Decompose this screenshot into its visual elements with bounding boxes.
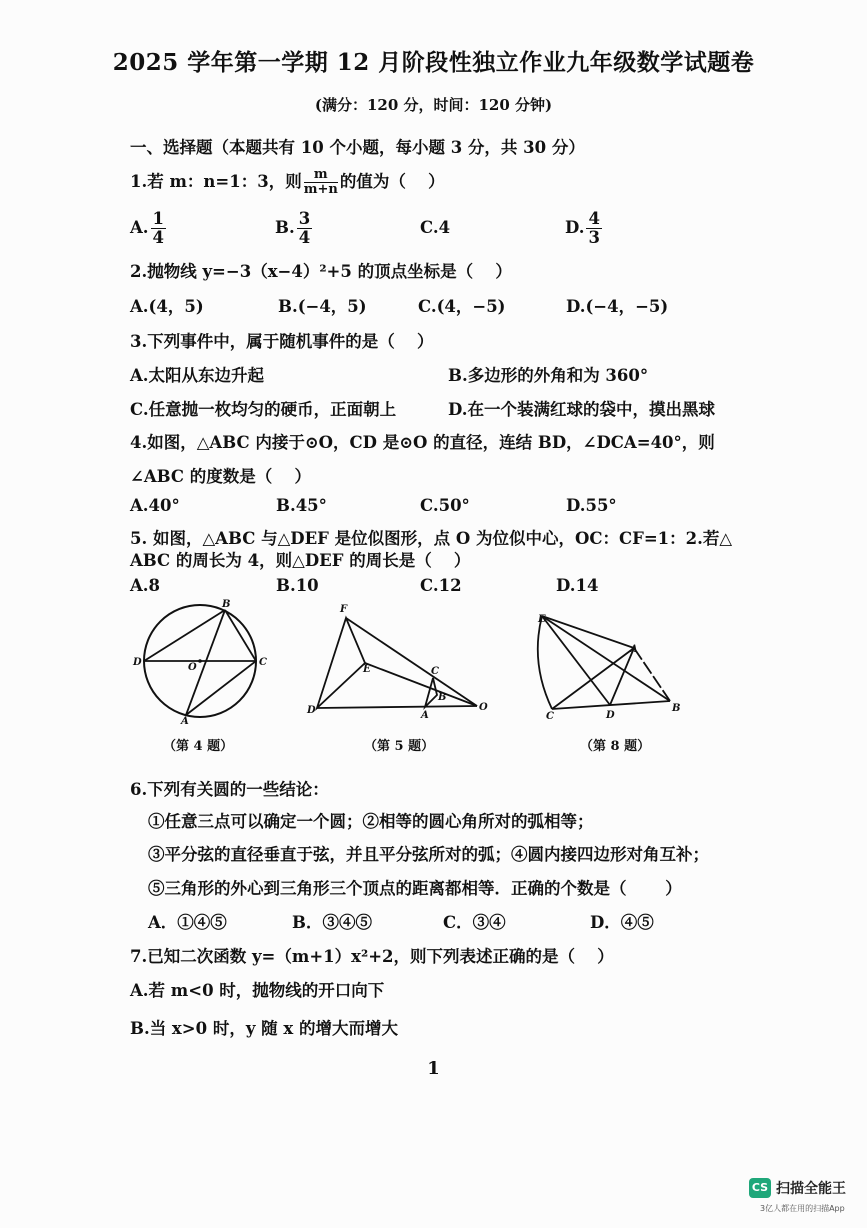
question-5-line-2: ABC 的周长为 4，则△DEF 的周长是（ ）	[130, 551, 471, 570]
fig8-label-e: E	[538, 614, 546, 625]
q1-option-a-label: A.	[130, 218, 149, 237]
q1-option-d	[565, 210, 604, 247]
q1-option-b	[275, 210, 314, 247]
q5-option-b: B.10	[276, 576, 319, 595]
scanner-logo-icon: CS	[749, 1178, 771, 1198]
q5-option-c: C.12	[420, 576, 462, 595]
fig4-center-dot	[198, 659, 202, 663]
figure-5-homothety-diagram	[305, 600, 495, 720]
q1-option-b-label: B.	[275, 218, 295, 237]
scanner-app-name: 扫描全能王	[776, 1181, 846, 1197]
q3-option-c: C.任意抛一枚均匀的硬币，正面朝上	[130, 400, 397, 419]
page-number: 1	[427, 1058, 440, 1079]
section-heading: 一、选择题（本题共有 10 个小题，每小题 3 分，共 30 分）	[130, 138, 585, 157]
fig8-label-a: A	[630, 644, 638, 655]
fig5-label-o: O	[479, 702, 488, 713]
fig5-label-f: F	[340, 604, 348, 615]
question-2: 2.抛物线 y=−3（x−4）²+5 的顶点坐标是（ ）	[130, 262, 512, 281]
q1-frac-num: m	[304, 168, 338, 183]
question-4-line-1: 4.如图，△ABC 内接于⊙O，CD 是⊙O 的直径，连结 BD，∠DCA=40°，则	[130, 433, 715, 452]
fig8-label-b: B	[672, 703, 681, 714]
q4-option-b: B.45°	[276, 496, 327, 515]
fig8-line-eb	[542, 616, 670, 701]
question-3: 3.下列事件中，属于随机事件的是（ ）	[130, 332, 434, 351]
q1-stem-b: 的值为（ ）	[339, 172, 445, 191]
q1-b-num: 3	[298, 209, 311, 228]
q1-option-a	[130, 210, 168, 247]
fig5-line-do	[317, 706, 477, 708]
q1-b-den: 4	[298, 228, 311, 247]
page-title: 2025 学年第一学期 12 月阶段性独立作业九年级数学试题卷	[112, 49, 755, 76]
q3-option-b: B.多边形的外角和为 360°	[448, 366, 649, 385]
q1-d-den: 3	[588, 228, 600, 247]
q5-option-a: A.8	[130, 576, 161, 595]
q3-option-d: D.在一个装满红球的袋中，摸出黑球	[448, 400, 715, 419]
q1-a-num: 1	[152, 209, 165, 228]
fig5-triangle-abc	[425, 678, 437, 707]
q1-d-num: 4	[588, 209, 600, 228]
fig5-label-a: A	[421, 710, 429, 720]
q5-option-d: D.14	[556, 576, 599, 595]
q1-option-d-frac	[586, 210, 601, 247]
q1-a-den: 4	[152, 228, 165, 247]
fig4-label-c: C	[259, 657, 267, 668]
q6-statements-3: ⑤三角形的外心到三角形三个顶点的距离都相等．正确的个数是（ ）	[148, 879, 682, 898]
q6-option-c: C．③④	[443, 913, 506, 932]
fig4-label-b: B	[222, 599, 231, 610]
fig8-label-c: C	[546, 711, 554, 720]
figure-5-caption: （第 5 题）	[364, 739, 435, 754]
q3-option-a: A.太阳从东边升起	[130, 366, 265, 385]
q7-option-a: A.若 m<0 时，抛物线的开口向下	[130, 981, 385, 1000]
q1-option-d-label: D.	[565, 218, 585, 237]
q4-option-d: D.55°	[566, 496, 617, 515]
q2-option-c: C.(4，−5)	[418, 297, 506, 316]
q1-fraction	[304, 168, 338, 197]
question-1	[130, 168, 445, 197]
q4-option-c: C.50°	[420, 496, 470, 515]
q6-option-b: B．③④⑤	[292, 913, 372, 932]
q1-frac-den: m+n	[303, 182, 338, 197]
figure-8-caption: （第 8 题）	[580, 739, 651, 754]
q1-option-a-frac	[151, 210, 166, 247]
fig8-arc-ec	[538, 616, 552, 709]
q1-stem-a: 1.若 m：n=1：3，则	[130, 172, 302, 191]
figure-8-diagram	[530, 608, 690, 720]
question-6: 6.下列有关圆的一些结论：	[130, 780, 329, 799]
fig4-segment-bd	[144, 610, 225, 661]
fig8-line-ea	[542, 616, 634, 648]
q1-option-b-frac	[297, 210, 312, 247]
q6-statements-2: ③平分弦的直径垂直于弦，并且平分弦所对的弧；④圆内接四边形对角互补；	[148, 845, 709, 864]
fig5-label-d: D	[307, 705, 316, 716]
fig5-label-e: E	[363, 664, 371, 675]
q4-option-a: A.40°	[130, 496, 180, 515]
fig8-line-ab	[634, 648, 670, 701]
q6-option-a: A．①④⑤	[148, 913, 227, 932]
fig8-label-d: D	[606, 710, 615, 720]
q1-option-c: C.4	[420, 218, 451, 237]
q6-option-d: D．④⑤	[590, 913, 654, 932]
q7-option-b: B.当 x>0 时，y 随 x 的增大而增大	[130, 1019, 398, 1038]
q2-option-d: D.(−4，−5)	[566, 297, 669, 316]
q6-statements-1: ①任意三点可以确定一个圆；②相等的圆心角所对的弧相等；	[148, 812, 594, 831]
fig4-label-a: A	[181, 716, 189, 726]
scanner-tagline: 3亿人都在用的扫描App	[760, 1204, 845, 1213]
q2-option-a: A.(4，5)	[130, 297, 204, 316]
figure-4-circle-diagram	[128, 596, 278, 726]
fig5-triangle-def	[317, 618, 365, 708]
question-4-line-2: ∠ABC 的度数是（ ）	[130, 467, 312, 486]
exam-subtitle: (满分：120 分，时间：120 分钟)	[314, 96, 553, 114]
fig4-label-o: O	[188, 662, 197, 673]
fig5-label-b: B	[438, 692, 447, 703]
fig5-line-fo	[346, 618, 477, 706]
q2-option-b: B.(−4，5)	[278, 297, 367, 316]
fig4-label-d: D	[133, 657, 142, 668]
fig5-label-c: C	[431, 666, 439, 677]
question-7: 7.已知二次函数 y=（m+1）x²+2，则下列表述正确的是（ ）	[130, 947, 614, 966]
fig4-segment-bc	[225, 610, 256, 661]
figure-4-caption: （第 4 题）	[163, 739, 234, 754]
question-5-line-1: 5. 如图，△ABC 与△DEF 是位似图形，点 O 为位似中心，OC：CF=1：2.若△	[130, 529, 733, 548]
